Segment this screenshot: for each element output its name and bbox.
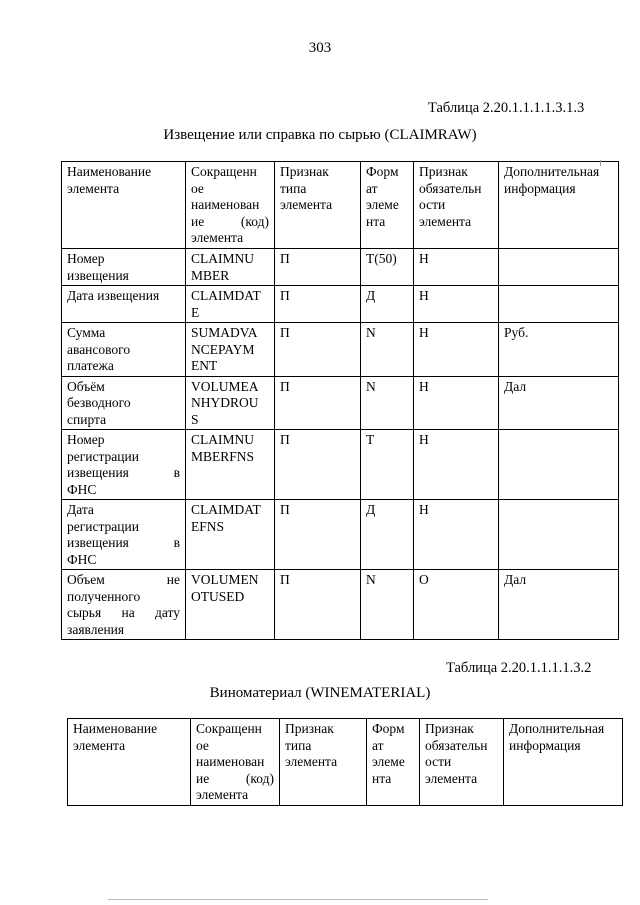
- cell-info: [499, 500, 619, 570]
- cell-line: наименован: [191, 197, 260, 212]
- cell-line: ENT: [191, 358, 218, 373]
- cell-line: [191, 214, 269, 231]
- cell-line: EFNS: [191, 518, 225, 534]
- header-cell: [504, 719, 623, 806]
- cell-line: Форм: [366, 164, 399, 179]
- cell-info: Дал: [499, 570, 619, 640]
- cell-code: [186, 376, 275, 430]
- cell-line: Дополнительная: [509, 721, 605, 736]
- table1-title: Извещение или справка по сырью (CLAIMRAW): [163, 127, 477, 143]
- cell-line: нта: [366, 213, 386, 229]
- cell-line: ое: [196, 737, 209, 753]
- cell-line: ат: [372, 737, 384, 753]
- cell-required: Н: [414, 376, 499, 430]
- cell-line: элемента: [419, 213, 472, 229]
- cell-name: [62, 286, 186, 323]
- cell-name: [62, 430, 186, 500]
- cell-line: Наименование: [67, 164, 152, 179]
- cell-word: на: [121, 605, 135, 620]
- cell-word: извещения: [67, 535, 129, 550]
- cell-line: элемента: [280, 197, 333, 212]
- cell-line: ФНС: [67, 481, 97, 497]
- cell-required: О: [414, 570, 499, 640]
- cell-line: VOLUMEN: [191, 572, 259, 587]
- cell-type: П: [275, 286, 361, 323]
- cell-line: типа: [285, 737, 312, 753]
- page-number: 303: [308, 40, 332, 56]
- cell-line: [196, 771, 274, 788]
- cell-word: (код): [240, 213, 269, 229]
- cell-line: Признак: [419, 164, 468, 179]
- header-cell: [186, 162, 275, 249]
- cell-code: [186, 430, 275, 500]
- cell-line: Форм: [372, 721, 405, 736]
- cell-type: П: [275, 500, 361, 570]
- cell-line: Признак: [280, 164, 329, 179]
- cell-line: ФНС: [67, 551, 97, 567]
- cell-name: [62, 570, 186, 640]
- scan-edge-line: [108, 899, 488, 900]
- cell-line: NCEPAYM: [191, 341, 255, 357]
- cell-info: [499, 430, 619, 500]
- cell-format: N: [361, 570, 414, 640]
- cell-line: Сокращенн: [196, 721, 262, 736]
- cell-line: спирта: [67, 411, 107, 427]
- cell-info: [499, 249, 619, 286]
- cell-name: [62, 376, 186, 430]
- cell-line: авансового: [67, 341, 131, 357]
- cell-required: Н: [414, 500, 499, 570]
- table-row: [62, 323, 619, 377]
- cell-word: извещения: [67, 465, 129, 480]
- cell-line: типа: [280, 180, 307, 196]
- cell-line: регистрации: [67, 448, 139, 464]
- cell-line: Номер: [67, 251, 105, 266]
- cell-word: в: [173, 465, 180, 480]
- header-cell: [414, 162, 499, 249]
- cell-line: извещения: [67, 267, 129, 283]
- cell-line: обязательн: [419, 180, 482, 196]
- header-cell: [68, 719, 191, 806]
- table-row: [62, 286, 619, 323]
- cell-line: Номер: [67, 432, 105, 447]
- cell-word: сырья: [67, 605, 102, 620]
- cell-line: Дата: [67, 502, 94, 517]
- cell-format: Д: [361, 500, 414, 570]
- scan-mark: [600, 160, 601, 166]
- cell-info: [499, 286, 619, 323]
- cell-line: элемента: [285, 754, 338, 769]
- cell-code: [186, 286, 275, 323]
- cell-required: Н: [414, 249, 499, 286]
- cell-line: SUMADVA: [191, 325, 258, 340]
- cell-line: NHYDROU: [191, 395, 259, 410]
- cell-type: П: [275, 249, 361, 286]
- cell-line: ое: [191, 180, 204, 196]
- cell-line: [67, 572, 180, 589]
- cell-name: [62, 500, 186, 570]
- cell-code: [186, 500, 275, 570]
- cell-line: элемента: [425, 770, 478, 786]
- cell-line: S: [191, 411, 199, 427]
- cell-line: CLAIMNU: [191, 251, 254, 266]
- table2-caption: Таблица 2.20.1.1.1.1.3.2: [446, 660, 592, 676]
- cell-line: полученного: [67, 588, 141, 604]
- cell-line: информация: [509, 737, 581, 753]
- table-row: [62, 570, 619, 640]
- cell-line: наименован: [196, 754, 265, 769]
- cell-word: Объем: [67, 572, 105, 587]
- cell-line: Сумма: [67, 325, 106, 340]
- cell-line: [67, 605, 180, 622]
- cell-line: E: [191, 304, 200, 320]
- cell-line: MBER: [191, 267, 230, 283]
- cell-line: элемента: [191, 230, 244, 245]
- cell-word: ие: [191, 213, 205, 229]
- header-cell: [499, 162, 619, 249]
- cell-format: Д: [361, 286, 414, 323]
- table-row: [62, 430, 619, 500]
- cell-type: П: [275, 430, 361, 500]
- cell-format: N: [361, 323, 414, 377]
- header-cell: [367, 719, 420, 806]
- cell-required: Н: [414, 286, 499, 323]
- cell-line: Объём: [67, 378, 105, 394]
- cell-line: нта: [372, 770, 392, 786]
- cell-line: элеме: [366, 197, 399, 212]
- cell-type: П: [275, 570, 361, 640]
- cell-line: элеме: [372, 754, 405, 769]
- cell-line: VOLUMEA: [191, 378, 259, 394]
- table1-caption: Таблица 2.20.1.1.1.1.3.1.3: [428, 100, 585, 116]
- cell-line: платежа: [67, 358, 114, 373]
- cell-line: элемента: [73, 737, 126, 753]
- cell-name: [62, 249, 186, 286]
- cell-line: заявления: [67, 621, 125, 637]
- cell-line: MBERFNS: [191, 448, 255, 464]
- cell-line: обязательн: [425, 737, 488, 753]
- table-header-row: [62, 162, 619, 249]
- table-row: [62, 500, 619, 570]
- cell-type: П: [275, 376, 361, 430]
- cell-line: [67, 465, 180, 482]
- cell-line: CLAIMNU: [191, 432, 254, 447]
- cell-line: регистрации: [67, 518, 139, 534]
- cell-line: элемента: [196, 787, 249, 802]
- cell-name: [62, 323, 186, 377]
- cell-code: [186, 570, 275, 640]
- header-cell: [420, 719, 504, 806]
- header-cell: [280, 719, 367, 806]
- cell-line: Сокращенн: [191, 164, 257, 179]
- cell-code: [186, 323, 275, 377]
- cell-line: безводного: [67, 395, 131, 410]
- cell-line: [67, 535, 180, 552]
- header-cell: [361, 162, 414, 249]
- cell-word: ие: [196, 770, 210, 786]
- cell-line: OTUSED: [191, 588, 245, 604]
- cell-required: Н: [414, 430, 499, 500]
- cell-line: информация: [504, 180, 576, 196]
- cell-word: дату: [155, 605, 180, 620]
- cell-format: T(50): [361, 249, 414, 286]
- table-header-row: [68, 719, 623, 806]
- table-winematerial: [67, 718, 623, 806]
- header-cell: [62, 162, 186, 249]
- cell-line: Признак: [285, 721, 334, 736]
- header-cell: [275, 162, 361, 249]
- cell-line: CLAIMDAT: [191, 502, 261, 517]
- cell-word: не: [166, 572, 180, 587]
- table-row: [62, 376, 619, 430]
- cell-line: Признак: [425, 721, 474, 736]
- table-claimraw: [61, 161, 619, 640]
- cell-info: Дал: [499, 376, 619, 430]
- cell-code: [186, 249, 275, 286]
- cell-line: Дата извещения: [67, 288, 160, 303]
- cell-word: (код): [245, 770, 274, 786]
- cell-line: элемента: [67, 180, 120, 196]
- cell-line: CLAIMDAT: [191, 288, 261, 303]
- table2-title: Виноматериал (WINEMATERIAL): [209, 685, 431, 701]
- header-cell: [191, 719, 280, 806]
- cell-word: в: [173, 535, 180, 550]
- cell-format: T: [361, 430, 414, 500]
- cell-required: Н: [414, 323, 499, 377]
- cell-line: Дополнительная: [504, 164, 600, 179]
- cell-line: Наименование: [73, 721, 158, 736]
- cell-line: ости: [425, 754, 452, 769]
- cell-format: N: [361, 376, 414, 430]
- cell-line: ат: [366, 180, 378, 196]
- cell-type: П: [275, 323, 361, 377]
- cell-line: ости: [419, 197, 446, 212]
- cell-info: Руб.: [499, 323, 619, 377]
- table-row: [62, 249, 619, 286]
